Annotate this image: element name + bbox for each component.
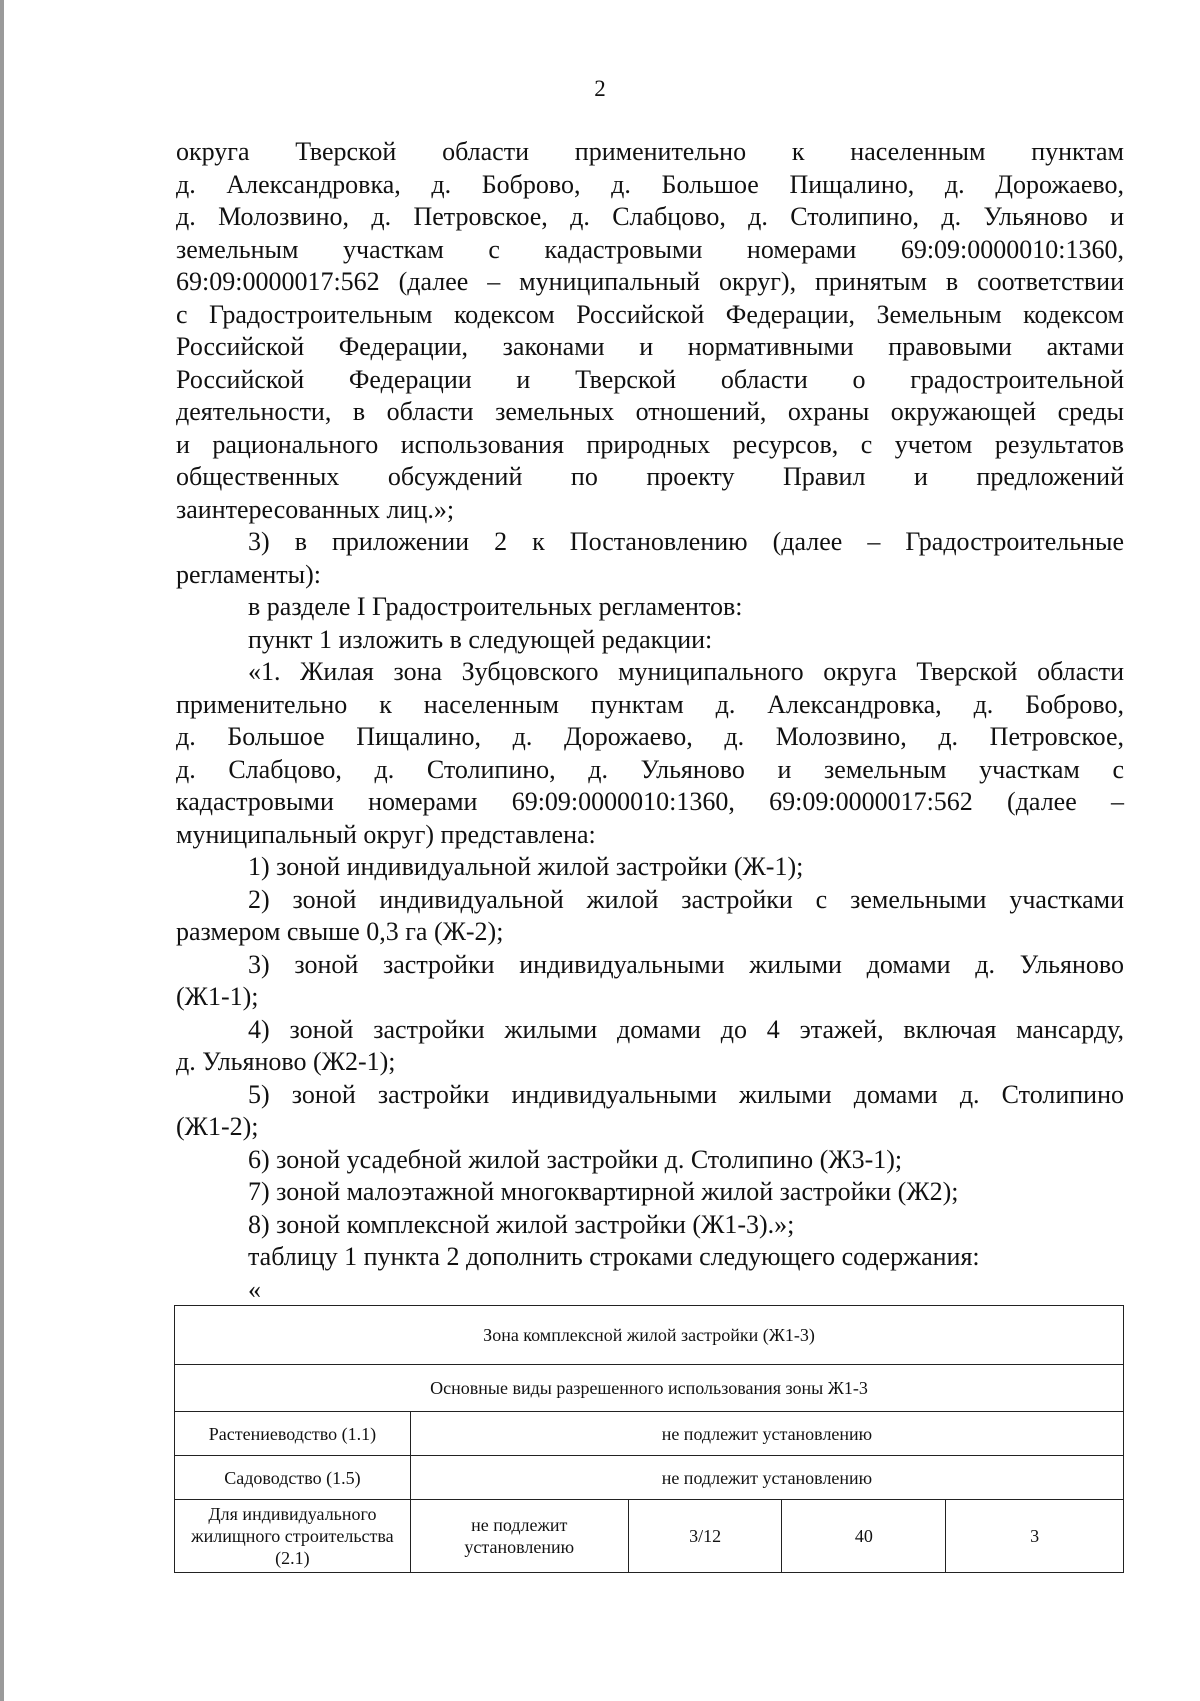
page-number: 2	[594, 76, 606, 101]
text-line: применительно к населенным пунктам д. Александровка, д. Боброво,	[176, 689, 1124, 719]
opening-quote: «	[248, 1274, 261, 1304]
text-line: д. Ульяново (Ж2-1);	[176, 1047, 396, 1076]
subheader-cell: Основные виды разрешенного использования зоны Ж1-3	[175, 1365, 1124, 1412]
text-line: «1. Жилая зона Зубцовского муниципального округа Тверской области	[248, 657, 1124, 686]
zone-list-item: 6) зоной усадебной жилой застройки д. Столипино (Ж3-1);	[248, 1144, 903, 1174]
regulation-table	[174, 1305, 1124, 1573]
text-line: 5) зоной застройки индивидуальными жилыми домами д. Столипино	[248, 1079, 1124, 1109]
text-line: 2) зоной индивидуальной жилой застройки с земельными участками	[248, 884, 1124, 914]
text-line: 3) зоной застройки индивидуальными жилыми домами д. Ульяново	[248, 949, 1124, 979]
text-line: общественных обсуждений по проекту Правил и предложений	[176, 462, 1124, 491]
zone-list-item	[176, 1014, 1124, 1079]
text-line: (Ж1-2);	[176, 1112, 259, 1141]
text-line: регламенты):	[176, 559, 322, 589]
zone-list-item	[176, 884, 1124, 949]
paragraph-table-intro: таблицу 1 пункта 2 дополнить строками следующего содержания:	[248, 1242, 980, 1271]
zone-list-item: 7) зоной малоэтажной многоквартирной жилой застройки (Ж2);	[248, 1177, 959, 1206]
use-value-cell: не подлежит установлению	[410, 1412, 1123, 1456]
use-value-cell: не подлежит установлению	[410, 1456, 1123, 1500]
text-line: д. Молозвино, д. Петровское, д. Слабцово, д. Столипино, д. Ульяново и	[176, 202, 1124, 231]
table-row	[175, 1365, 1124, 1412]
text-line: размером свыше 0,3 га (Ж-2);	[176, 917, 504, 946]
text-line: Российской Федерации и Тверской области о градостроительной	[176, 364, 1124, 394]
text-line: кадастровыми номерами 69:09:0000010:1360, 69:09:0000017:562 (далее –	[176, 787, 1124, 816]
use-value-cell: 40	[782, 1500, 946, 1573]
paragraph-section-ref: в разделе I Градостроительных регламентов:	[248, 592, 743, 621]
document-body	[176, 136, 1124, 1306]
text-line: округа Тверской области применительно к населенным пунктам	[176, 137, 1124, 166]
text-line: 4) зоной застройки жилыми домами до 4 этажей, включая мансарду,	[248, 1014, 1124, 1044]
zone-list-item: 8) зоной комплексной жилой застройки (Ж1-3).»;	[248, 1209, 795, 1239]
text-line: муниципальный округ) представлена:	[176, 819, 596, 849]
zone-title-cell: Зона комплексной жилой застройки (Ж1-3)	[175, 1306, 1124, 1365]
use-value-cell: 3/12	[628, 1500, 782, 1573]
text-line: заинтересованных лиц.»;	[176, 494, 455, 524]
text-line: земельным участкам с кадастровыми номерами 69:09:0000010:1360,	[176, 234, 1124, 264]
use-name-cell: Садоводство (1.5)	[175, 1456, 411, 1500]
table-row	[175, 1306, 1124, 1365]
use-name-cell: Для индивидуального жилищного строительства (2.1)	[175, 1500, 411, 1573]
text-line: (Ж1-1);	[176, 982, 259, 1011]
table-row	[175, 1456, 1124, 1500]
text-line: деятельности, в области земельных отношений, охраны окружающей среды	[176, 397, 1124, 426]
text-line: и рационального использования природных ресурсов, с учетом результатов	[176, 429, 1124, 459]
use-value-cell: не подлежит установлению	[410, 1500, 628, 1573]
paragraph-continuation	[176, 136, 1124, 526]
zone-list-item	[176, 1079, 1124, 1144]
text-line: д. Большое Пищалино, д. Дорожаево, д. Молозвино, д. Петровское,	[176, 722, 1124, 751]
use-value-cell: 3	[946, 1500, 1124, 1573]
text-line: Российской Федерации, законами и нормативными правовыми актами	[176, 332, 1124, 361]
text-line: 3) в приложении 2 к Постановлению (далее – Градостроительные	[248, 527, 1124, 556]
zone-list-item: 1) зоной индивидуальной жилой застройки (Ж-1);	[248, 852, 804, 881]
text-line: 69:09:0000017:562 (далее – муниципальный округ), принятым в соответствии	[176, 267, 1124, 296]
table-row	[175, 1412, 1124, 1456]
paragraph-zone-definition	[176, 656, 1124, 851]
paragraph-item-3	[176, 526, 1124, 591]
zone-list-item	[176, 949, 1124, 1014]
scan-edge	[0, 0, 4, 1701]
text-line: с Градостроительным кодексом Российской Федерации, Земельным кодексом	[176, 299, 1124, 329]
text-line: д. Александровка, д. Боброво, д. Большое Пищалино, д. Дорожаево,	[176, 169, 1124, 199]
text-line: д. Слабцово, д. Столипино, д. Ульяново и земельным участкам с	[176, 754, 1124, 784]
use-name-cell: Растениеводство (1.1)	[175, 1412, 411, 1456]
table-row	[175, 1500, 1124, 1573]
paragraph-instruction: пункт 1 изложить в следующей редакции:	[248, 624, 713, 654]
